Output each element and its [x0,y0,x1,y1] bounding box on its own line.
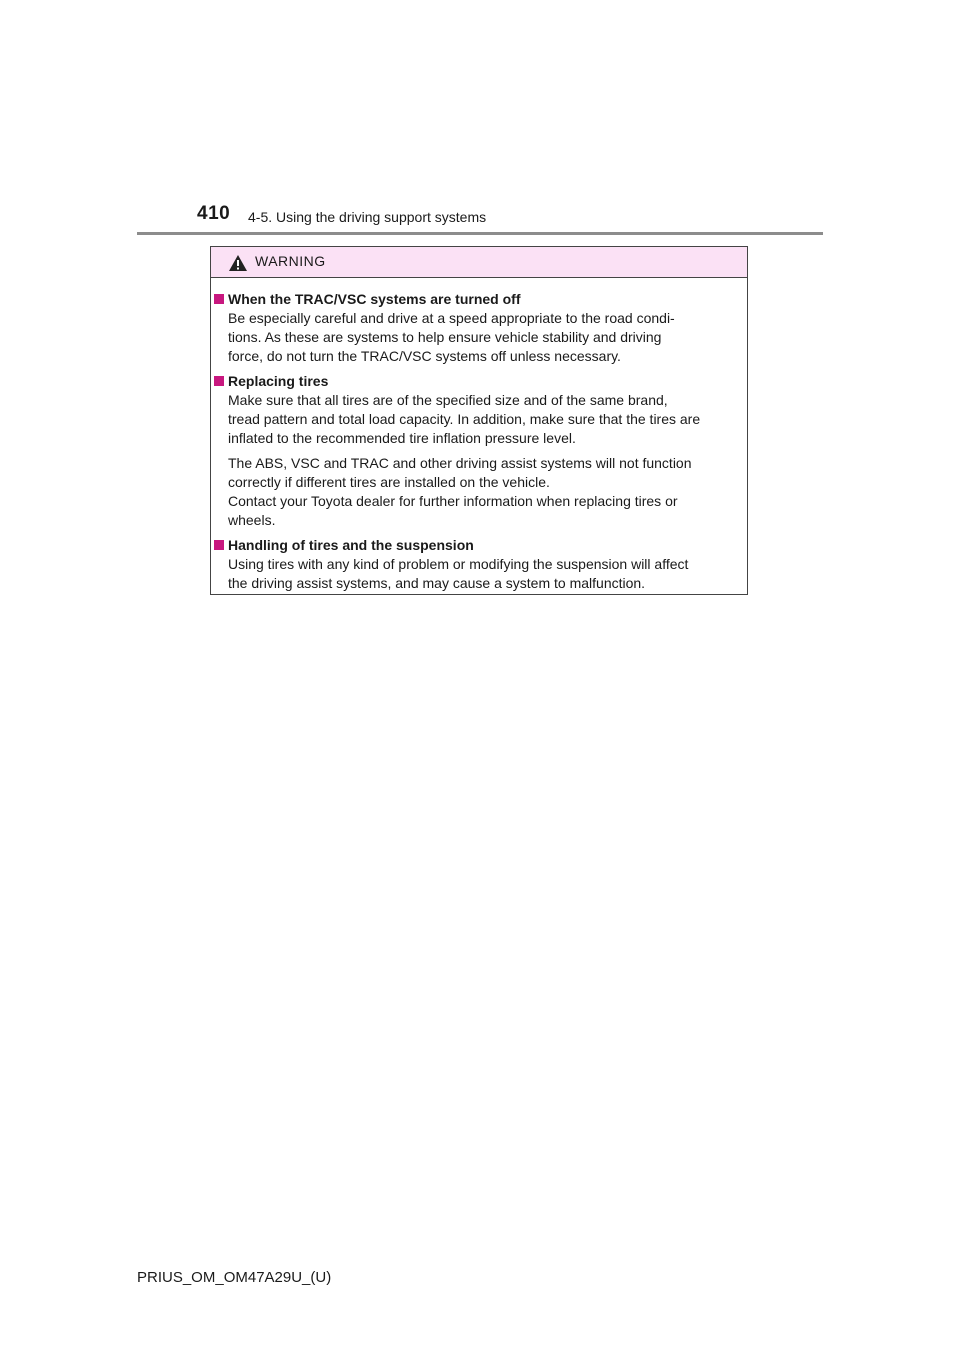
warning-label: WARNING [255,253,326,269]
item-heading [211,372,747,390]
warning-item-tires-suspension [211,536,747,593]
square-bullet-icon [214,376,224,386]
warning-box [210,246,748,595]
warning-header [211,247,747,278]
page-number: 410 [197,203,231,224]
item-heading [211,536,747,554]
item-paragraph: The ABS, VSC and TRAC and other driving assist systems will not function correctly if different tires are installed on the vehicle. Contact your Toyota dealer for further information when replacing tires or wheels. [228,455,692,528]
square-bullet-icon [214,294,224,304]
warning-item-replacing-tires [211,372,747,530]
header-rule [137,232,823,235]
section-title: 4-5. Using the driving support systems [248,209,487,225]
warning-item-trac-vsc-off [211,290,747,366]
document-code: PRIUS_OM_OM47A29U_(U) [137,1269,332,1286]
item-heading-text: When the TRAC/VSC systems are turned off [228,291,521,307]
item-paragraph: Using tires with any kind of problem or modifying the suspension will affect the driving assist systems, and may cause a system to malfunction. [228,556,689,591]
item-paragraph: Be especially careful and drive at a speed appropriate to the road condi- tions. As these are systems to help ensure vehicle stability and driving force, do not turn the TRAC/VSC systems off unless necessary. [228,310,675,364]
square-bullet-icon [214,540,224,550]
warning-content [211,290,747,599]
item-heading [211,290,747,308]
item-paragraph: Make sure that all tires are of the specified size and of the same brand, tread pattern and total load capacity. In addition, make sure that the tires are inflated to the recommended tire inflation pressure level. [228,392,701,446]
item-heading-text: Replacing tires [228,373,329,389]
item-heading-text: Handling of tires and the suspension [228,537,474,553]
warning-triangle-icon [228,254,248,272]
